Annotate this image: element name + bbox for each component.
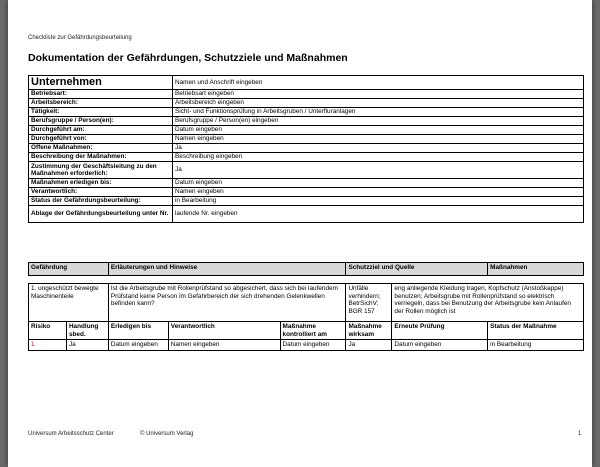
company-row	[29, 179, 584, 188]
value-verantwortlich: Namen eingeben	[168, 340, 280, 351]
company-row-label: Verantwortlich:	[29, 188, 173, 197]
company-row-value[interactable]: Ja	[173, 144, 584, 153]
company-row	[29, 117, 584, 126]
footer-publisher: © Universum Verlag	[140, 431, 194, 437]
company-info-table	[28, 75, 584, 223]
footer-company: Universum Arbeitsschutz Center	[28, 431, 114, 437]
document-page	[8, 0, 592, 467]
company-row-label: Arbeitsbereich:	[29, 99, 173, 108]
company-row	[29, 76, 584, 90]
company-row-value[interactable]: Beschreibung eingeben	[173, 153, 584, 162]
header-massnahmen: Maßnahmen	[488, 263, 584, 276]
sub-handlung: Handlung sbed.	[66, 322, 108, 340]
company-row	[29, 188, 584, 197]
company-row-label: Durchgeführt von:	[29, 135, 173, 144]
cell-gefaehrdung: 1. ungeschützt bewegte Maschinenteile	[29, 284, 109, 322]
company-row-label: Betriebsart:	[29, 90, 173, 99]
company-row	[29, 99, 584, 108]
cell-schutzziel: Unfälle verhindern; BetrSichV; BGR 157	[346, 284, 392, 322]
company-row-value[interactable]: Betriebsart eingeben	[173, 90, 584, 99]
hazard-header-row	[29, 263, 584, 276]
company-row-label: Zustimmung der Geschäftsleitung zu den Maßnahmen erforderlich:	[29, 162, 173, 179]
company-row-label: Durchgeführt am:	[29, 126, 173, 135]
measure-header-row	[29, 322, 584, 340]
company-row-label: Maßnahmen erledigen bis:	[29, 179, 173, 188]
cell-massnahmen: eng anliegende Kleidung tragen, Kopfschutz (Anstoßkappe) benutzen; Arbeitsgrube mit Rollenprüfstand so elektrisch verriegeln, dass bei Benutzung der Arbeitsgrube kein Anlaufen der Rollen möglich ist	[392, 284, 584, 322]
company-row-label: Berufsgruppe / Person(en):	[29, 117, 173, 126]
header-schutzziel: Schutzziel und Quelle	[346, 263, 488, 276]
company-row	[29, 162, 584, 179]
measure-values-row	[29, 340, 584, 351]
company-row	[29, 108, 584, 117]
company-row-label: Ablage der Gefährdungsbeurteilung unter Nr.	[29, 206, 173, 223]
company-row-label: Unternehmen	[29, 76, 173, 90]
company-row-label: Offene Maßnahmen:	[29, 144, 173, 153]
cell-erlaeuterungen: Ist die Arbeitsgrube mit Rollenprüfstand so abgesichert, dass sich bei laufendem Prüfstand keine Person im Gefahrbereich der sich drehenden Gelenkwellen befinden kann?	[108, 284, 346, 322]
sub-status: Status der Maßnahme	[488, 322, 584, 340]
sub-erledigen: Erledigen bis	[108, 322, 168, 340]
document-title: Dokumentation der Gefährdungen, Schutzziele und Maßnahmen	[28, 52, 348, 64]
company-row	[29, 144, 584, 153]
company-row	[29, 135, 584, 144]
company-row-value[interactable]: Namen eingeben	[173, 135, 584, 144]
company-row-value[interactable]: Namen eingeben	[173, 188, 584, 197]
company-row-value[interactable]: Berufsgruppe / Person(en) eingeben	[173, 117, 584, 126]
company-row-value[interactable]: laufende Nr. eingeben	[173, 206, 584, 223]
value-handlung: Ja	[66, 340, 108, 351]
value-risiko: 1	[29, 340, 67, 351]
company-row-label: Status der Gefährdungsbeurteilung:	[29, 197, 173, 206]
value-erledigen: Datum eingeben	[108, 340, 168, 351]
company-row	[29, 126, 584, 135]
company-row-value[interactable]: Namen und Anschrift eingeben	[173, 76, 584, 90]
company-row-value[interactable]: Datum eingeben	[173, 126, 584, 135]
company-row	[29, 197, 584, 206]
sub-kontrolliert: Maßnahme kontrolliert am	[280, 322, 346, 340]
company-row-value[interactable]: Arbeitsbereich eingeben	[173, 99, 584, 108]
company-row-value[interactable]: in Bearbeitung	[173, 197, 584, 206]
sub-verantwortlich: Verantwortlich	[168, 322, 280, 340]
header-gefaehrdung: Gefährdung	[29, 263, 109, 276]
footer-page-number: 1	[578, 431, 582, 437]
company-row-label: Tätigkeit:	[29, 108, 173, 117]
company-row-value[interactable]: Sicht- und Funktionsprüfung in Arbeitsgruben / Unterfluranlagen	[173, 108, 584, 117]
value-wirksam: Ja	[346, 340, 392, 351]
sub-pruefung: Erneute Prüfung	[392, 322, 488, 340]
value-kontrolliert: Datum eingeben	[280, 340, 346, 351]
value-status: in Bearbeitung	[488, 340, 584, 351]
hazard-row	[29, 284, 584, 322]
sub-wirksam: Maßnahme wirksam	[346, 322, 392, 340]
header-erlaeuterungen: Erläuterungen und Hinweise	[108, 263, 346, 276]
hazard-table	[28, 262, 584, 351]
company-row	[29, 153, 584, 162]
checklist-label: Checkliste zur Gefährdungsbeurteilung	[28, 35, 132, 41]
company-row	[29, 90, 584, 99]
company-row-label: Beschreibung der Maßnahmen:	[29, 153, 173, 162]
sub-risiko: Risiko	[29, 322, 67, 340]
company-row	[29, 206, 584, 223]
company-row-value[interactable]: Datum eingeben	[173, 179, 584, 188]
company-row-value[interactable]: Ja	[173, 162, 584, 179]
value-pruefung: Datum eingeben	[392, 340, 488, 351]
